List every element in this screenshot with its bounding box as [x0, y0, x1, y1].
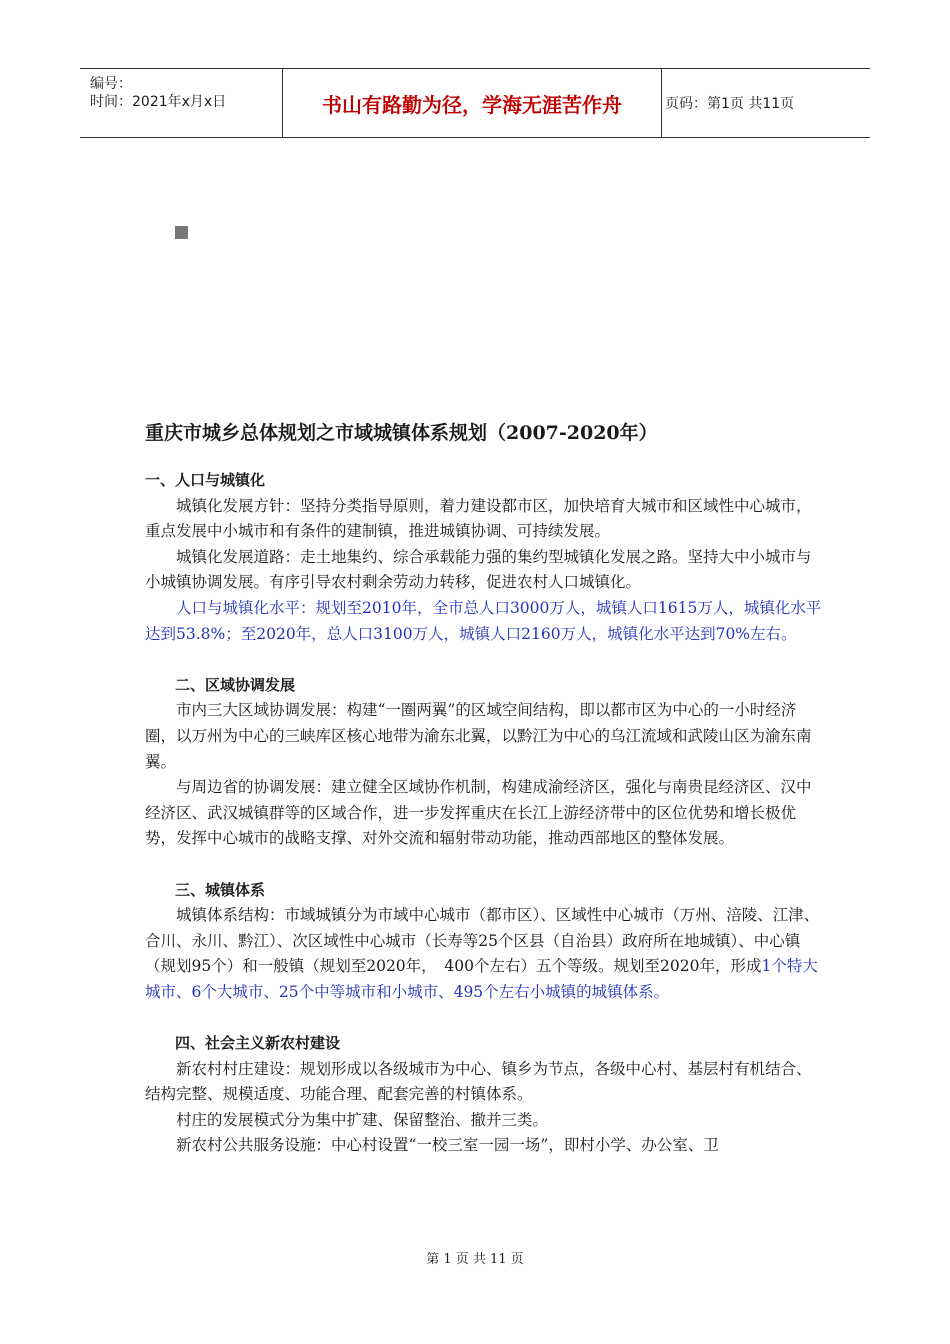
paragraph-text: 城镇体系结构：市域城镇分为市域中心城市（都市区）、区域性中心城市（万州、涪陵、江津、合川、永川、黔江）、次区域性中心城市（长寿等25个区县（自治县）政府所在地城镇）、中心镇（规划95个）和一般镇（规划至2020年， 400个左右）五个等级。规划至2020年，形成: [145, 906, 820, 976]
paragraph: 城镇化发展道路：走土地集约、综合承载能力强的集约型城镇化发展之路。坚持大中小城市与小城镇协调发展。有序引导农村剩余劳动力转移，促进农村人口城镇化。: [145, 547, 812, 592]
paragraph: 新农村公共服务设施：中心村设置“一校三室一园一场”，即村小学、办公室、卫: [176, 1136, 719, 1155]
section-heading: 四、社会主义新农村建设: [175, 1034, 341, 1053]
document-body: [145, 468, 825, 1159]
paragraph: [145, 903, 825, 1005]
section-heading: 一、人口与城镇化: [145, 471, 266, 489]
paragraph: 城镇化发展方针：坚持分类指导原则，着力建设都市区，加快培育大城市和区域性中心城市，重点发展中小城市和有条件的建制镇，推进城镇协调、可持续发展。: [145, 496, 812, 541]
motto: 书山有路勤为径，学海无涯苦作舟: [282, 69, 662, 137]
section-heading: 三、城镇体系: [175, 880, 266, 899]
placeholder-square-icon: [175, 226, 188, 239]
document-title: 重庆市城乡总体规划之市域城镇体系规划（2007-2020年）: [145, 422, 658, 444]
paragraph: 村庄的发展模式分为集中扩建、保留整治、撤并三类。: [176, 1110, 549, 1129]
paragraph: 与周边省的协调发展：建立健全区域协作机制，构建成渝经济区，强化与南贵昆经济区、汉中经济区、武汉城镇群等的区域合作，进一步发挥重庆在长江上游经济带中的区位优势和增长极优势，发挥中心城市的战略支撑、对外交流和辐射带动功能，推动西部地区的整体发展。: [145, 778, 812, 848]
paragraph: 市内三大区域协调发展：构建“一圈两翼”的区域空间结构，即以都市区为中心的一小时经济圈，以万州为中心的三峡库区核心地带为渝东北翼，以黔江为中心的乌江流域和武陵山区为渝东南翼。: [145, 701, 812, 771]
paragraph-highlight: 人口与城镇化水平：规划至2010年，全市总人口3000万人，城镇人口1615万人，城镇化水平达到53.8%；至2020年，总人口3100万人，城镇人口2160万人，城镇化水平达到70%左右。: [145, 598, 822, 643]
header-meta-cell: [80, 69, 282, 137]
paragraph-highlight: 1个特大城市、6个大城市、25个中等城市和小城市、495个左右小城镇的城镇体系。: [145, 957, 818, 1001]
page-info: 页码：第1页 共11页: [665, 96, 795, 112]
page-footer: 第 1 页 共 11 页: [426, 1252, 524, 1267]
time-label: 时间：2021年x月x日: [90, 94, 227, 110]
paragraph: 新农村村庄建设：规划形成以各级城市为中心、镇乡为节点，各级中心村、基层村有机结合、结构完整、规模适度、功能合理、配套完善的村镇体系。: [145, 1059, 812, 1104]
section-heading: 二、区域协调发展: [175, 675, 296, 694]
number-label: 编号：: [90, 76, 132, 92]
header-table: [80, 68, 870, 138]
